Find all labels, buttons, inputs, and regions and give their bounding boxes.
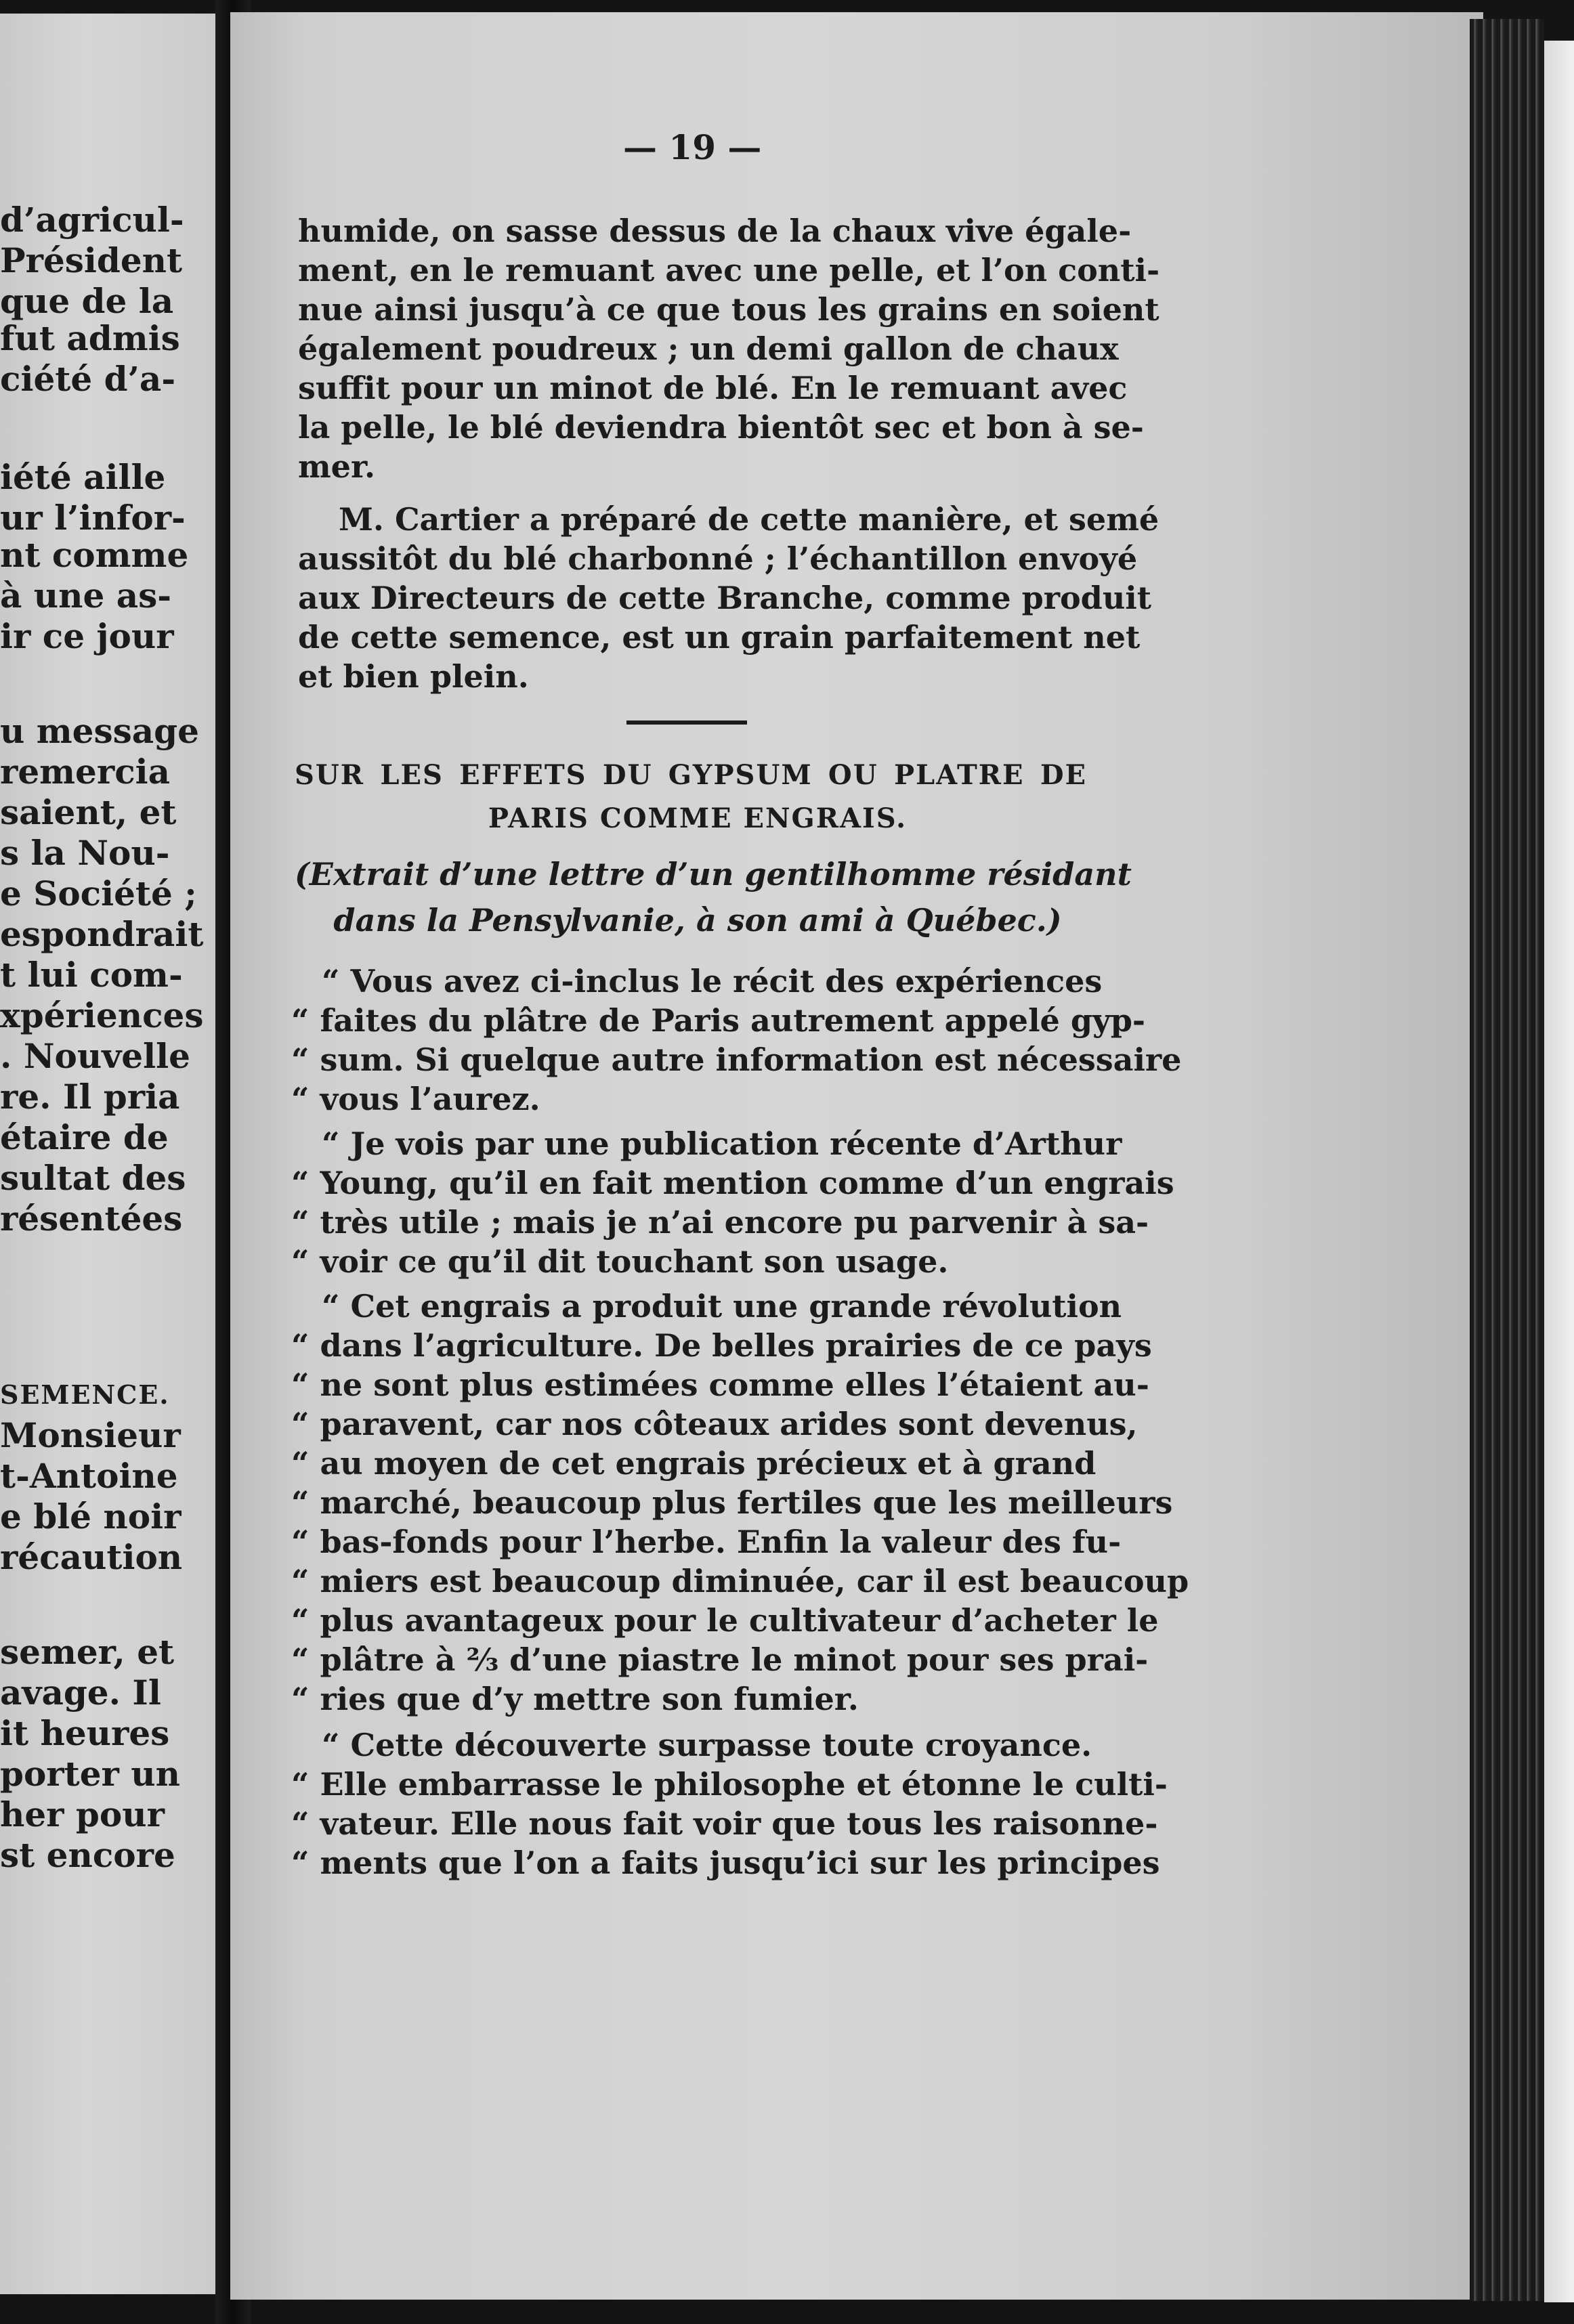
text-line: “ ments que l’on a faits jusqu’ici sur les principes — [291, 1845, 1160, 1881]
page-text — [291, 0, 1189, 2031]
left-page-fragment: xpériences — [0, 995, 204, 1035]
left-page-fragment: semer, et — [0, 1632, 175, 1672]
text-line: “ Je vois par une publication récente d’Arthur — [322, 1125, 1122, 1162]
left-page-fragment: que de la — [0, 281, 174, 321]
left-page-fragment: iété aille — [0, 457, 166, 497]
page-edges — [1470, 19, 1544, 2301]
text-line: “ voir ce qu’il dit touchant son usage. — [291, 1243, 949, 1280]
text-line: “ dans l’agriculture. De belles prairies de ce pays — [291, 1327, 1152, 1364]
text-line: suffit pour un minot de blé. En le remuant avec — [298, 370, 1128, 406]
left-page-fragment: . Nouvelle — [0, 1036, 190, 1076]
text-line: “ très utile ; mais je n’ai encore pu parvenir à sa- — [291, 1204, 1149, 1241]
left-page-fragment: résentées — [0, 1199, 183, 1239]
text-line: “ vous l’aurez. — [291, 1081, 540, 1117]
left-page-fragment: Monsieur — [0, 1415, 181, 1455]
text-line: et bien plein. — [298, 658, 529, 695]
text-line: “ ries que d’y mettre son fumier. — [291, 1681, 859, 1717]
left-page-fragment: re. Il pria — [0, 1077, 180, 1117]
left-page-fragment: u message — [0, 711, 199, 751]
left-page-fragment: t lui com- — [0, 955, 183, 995]
left-page-fragment: t-Antoine — [0, 1456, 178, 1496]
text-line: “ au moyen de cet engrais précieux et à grand — [291, 1445, 1097, 1482]
left-page-fragment: espondrait — [0, 914, 204, 954]
page-number: — 19 — — [623, 127, 762, 167]
left-page-fragment: s la Nou- — [0, 833, 170, 873]
left-page-fragment: Président — [0, 240, 183, 280]
text-line: M. Cartier a préparé de cette manière, et semé — [339, 501, 1160, 538]
text-line: nue ainsi jusqu’à ce que tous les grains en soient — [298, 291, 1160, 328]
text-line: “ Young, qu’il en fait mention comme d’un engrais — [291, 1165, 1174, 1201]
left-page-fragment: st encore — [0, 1835, 175, 1875]
text-line: de cette semence, est un grain parfaitement net — [298, 619, 1141, 655]
text-line: “ Cet engrais a produit une grande révolution — [322, 1288, 1122, 1325]
left-page-fragment: récaution — [0, 1537, 183, 1577]
left-page-fragment: porter un — [0, 1754, 181, 1794]
left-page-fragment: her pour — [0, 1794, 165, 1834]
left-page-fragment: à une as- — [0, 576, 172, 616]
text-line: “ plus avantageux pour le cultivateur d’acheter le — [291, 1602, 1159, 1639]
left-page-fragment: saient, et — [0, 792, 177, 832]
section-divider — [626, 720, 747, 725]
text-line: ment, en le remuant avec une pelle, et l’on conti- — [298, 252, 1160, 288]
text-line: également poudreux ; un demi gallon de chaux — [298, 330, 1119, 367]
left-page-fragment: d’agricul- — [0, 200, 184, 240]
text-line: “ vateur. Elle nous fait voir que tous les raisonne- — [291, 1805, 1158, 1842]
section-heading: SUR LES EFFETS DU GYPSUM OU PLATRE DE — [295, 759, 1087, 791]
section-heading: PARIS COMME ENGRAIS. — [488, 802, 908, 834]
left-page-fragment: ir ce jour — [0, 616, 174, 656]
text-line: “ Cette découverte surpasse toute croyance. — [322, 1727, 1092, 1763]
left-page-fragment: étaire de — [0, 1117, 169, 1157]
left-page-fragment: nt comme — [0, 535, 189, 575]
text-line: “ plâtre à ⅔ d’une piastre le minot pour ses prai- — [291, 1641, 1149, 1678]
extract-note: (Extrait d’une lettre d’un gentilhomme résidant — [295, 856, 1132, 892]
text-line: “ sum. Si quelque autre information est nécessaire — [291, 1041, 1182, 1078]
left-facing-page — [0, 14, 215, 2294]
text-line: aussitôt du blé charbonné ; l’échantillon envoyé — [298, 540, 1138, 577]
left-page-fragment: e blé noir — [0, 1497, 182, 1536]
text-line: “ marché, beaucoup plus fertiles que les meilleurs — [291, 1484, 1173, 1521]
left-page-fragment: ur l’infor- — [0, 498, 186, 538]
left-page-fragment: remercia — [0, 752, 171, 792]
text-line: la pelle, le blé deviendra bientôt sec et bon à se- — [298, 409, 1144, 446]
left-page-fragment: SEMENCE. — [0, 1379, 170, 1410]
text-line: aux Directeurs de cette Branche, comme produit — [298, 580, 1152, 616]
text-line: humide, on sasse dessus de la chaux vive égale- — [298, 213, 1132, 249]
right-margin-strip — [1544, 41, 1574, 2302]
left-page-fragment: e Société ; — [0, 874, 197, 913]
left-page-fragment: ciété d’a- — [0, 359, 176, 399]
left-page-fragment: fut admis — [0, 318, 180, 358]
left-page-fragment: sultat des — [0, 1158, 186, 1198]
text-line: “ paravent, car nos côteaux arides sont devenus, — [291, 1406, 1138, 1442]
extract-note: dans la Pensylvanie, à son ami à Québec.) — [333, 902, 1062, 939]
text-line: “ faites du plâtre de Paris autrement appelé gyp- — [291, 1002, 1145, 1039]
text-line: “ Elle embarrasse le philosophe et étonne le culti- — [291, 1766, 1168, 1803]
text-line: “ ne sont plus estimées comme elles l’étaient au- — [291, 1367, 1149, 1403]
text-line: “ miers est beaucoup diminuée, car il est beaucoup — [291, 1563, 1189, 1599]
text-line: mer. — [298, 448, 375, 485]
text-line: “ bas-fonds pour l’herbe. Enfin la valeur des fu- — [291, 1524, 1122, 1560]
left-page-fragment: it heures — [0, 1713, 170, 1753]
text-line: “ Vous avez ci-inclus le récit des expériences — [322, 963, 1103, 999]
left-page-fragment: avage. Il — [0, 1673, 161, 1713]
